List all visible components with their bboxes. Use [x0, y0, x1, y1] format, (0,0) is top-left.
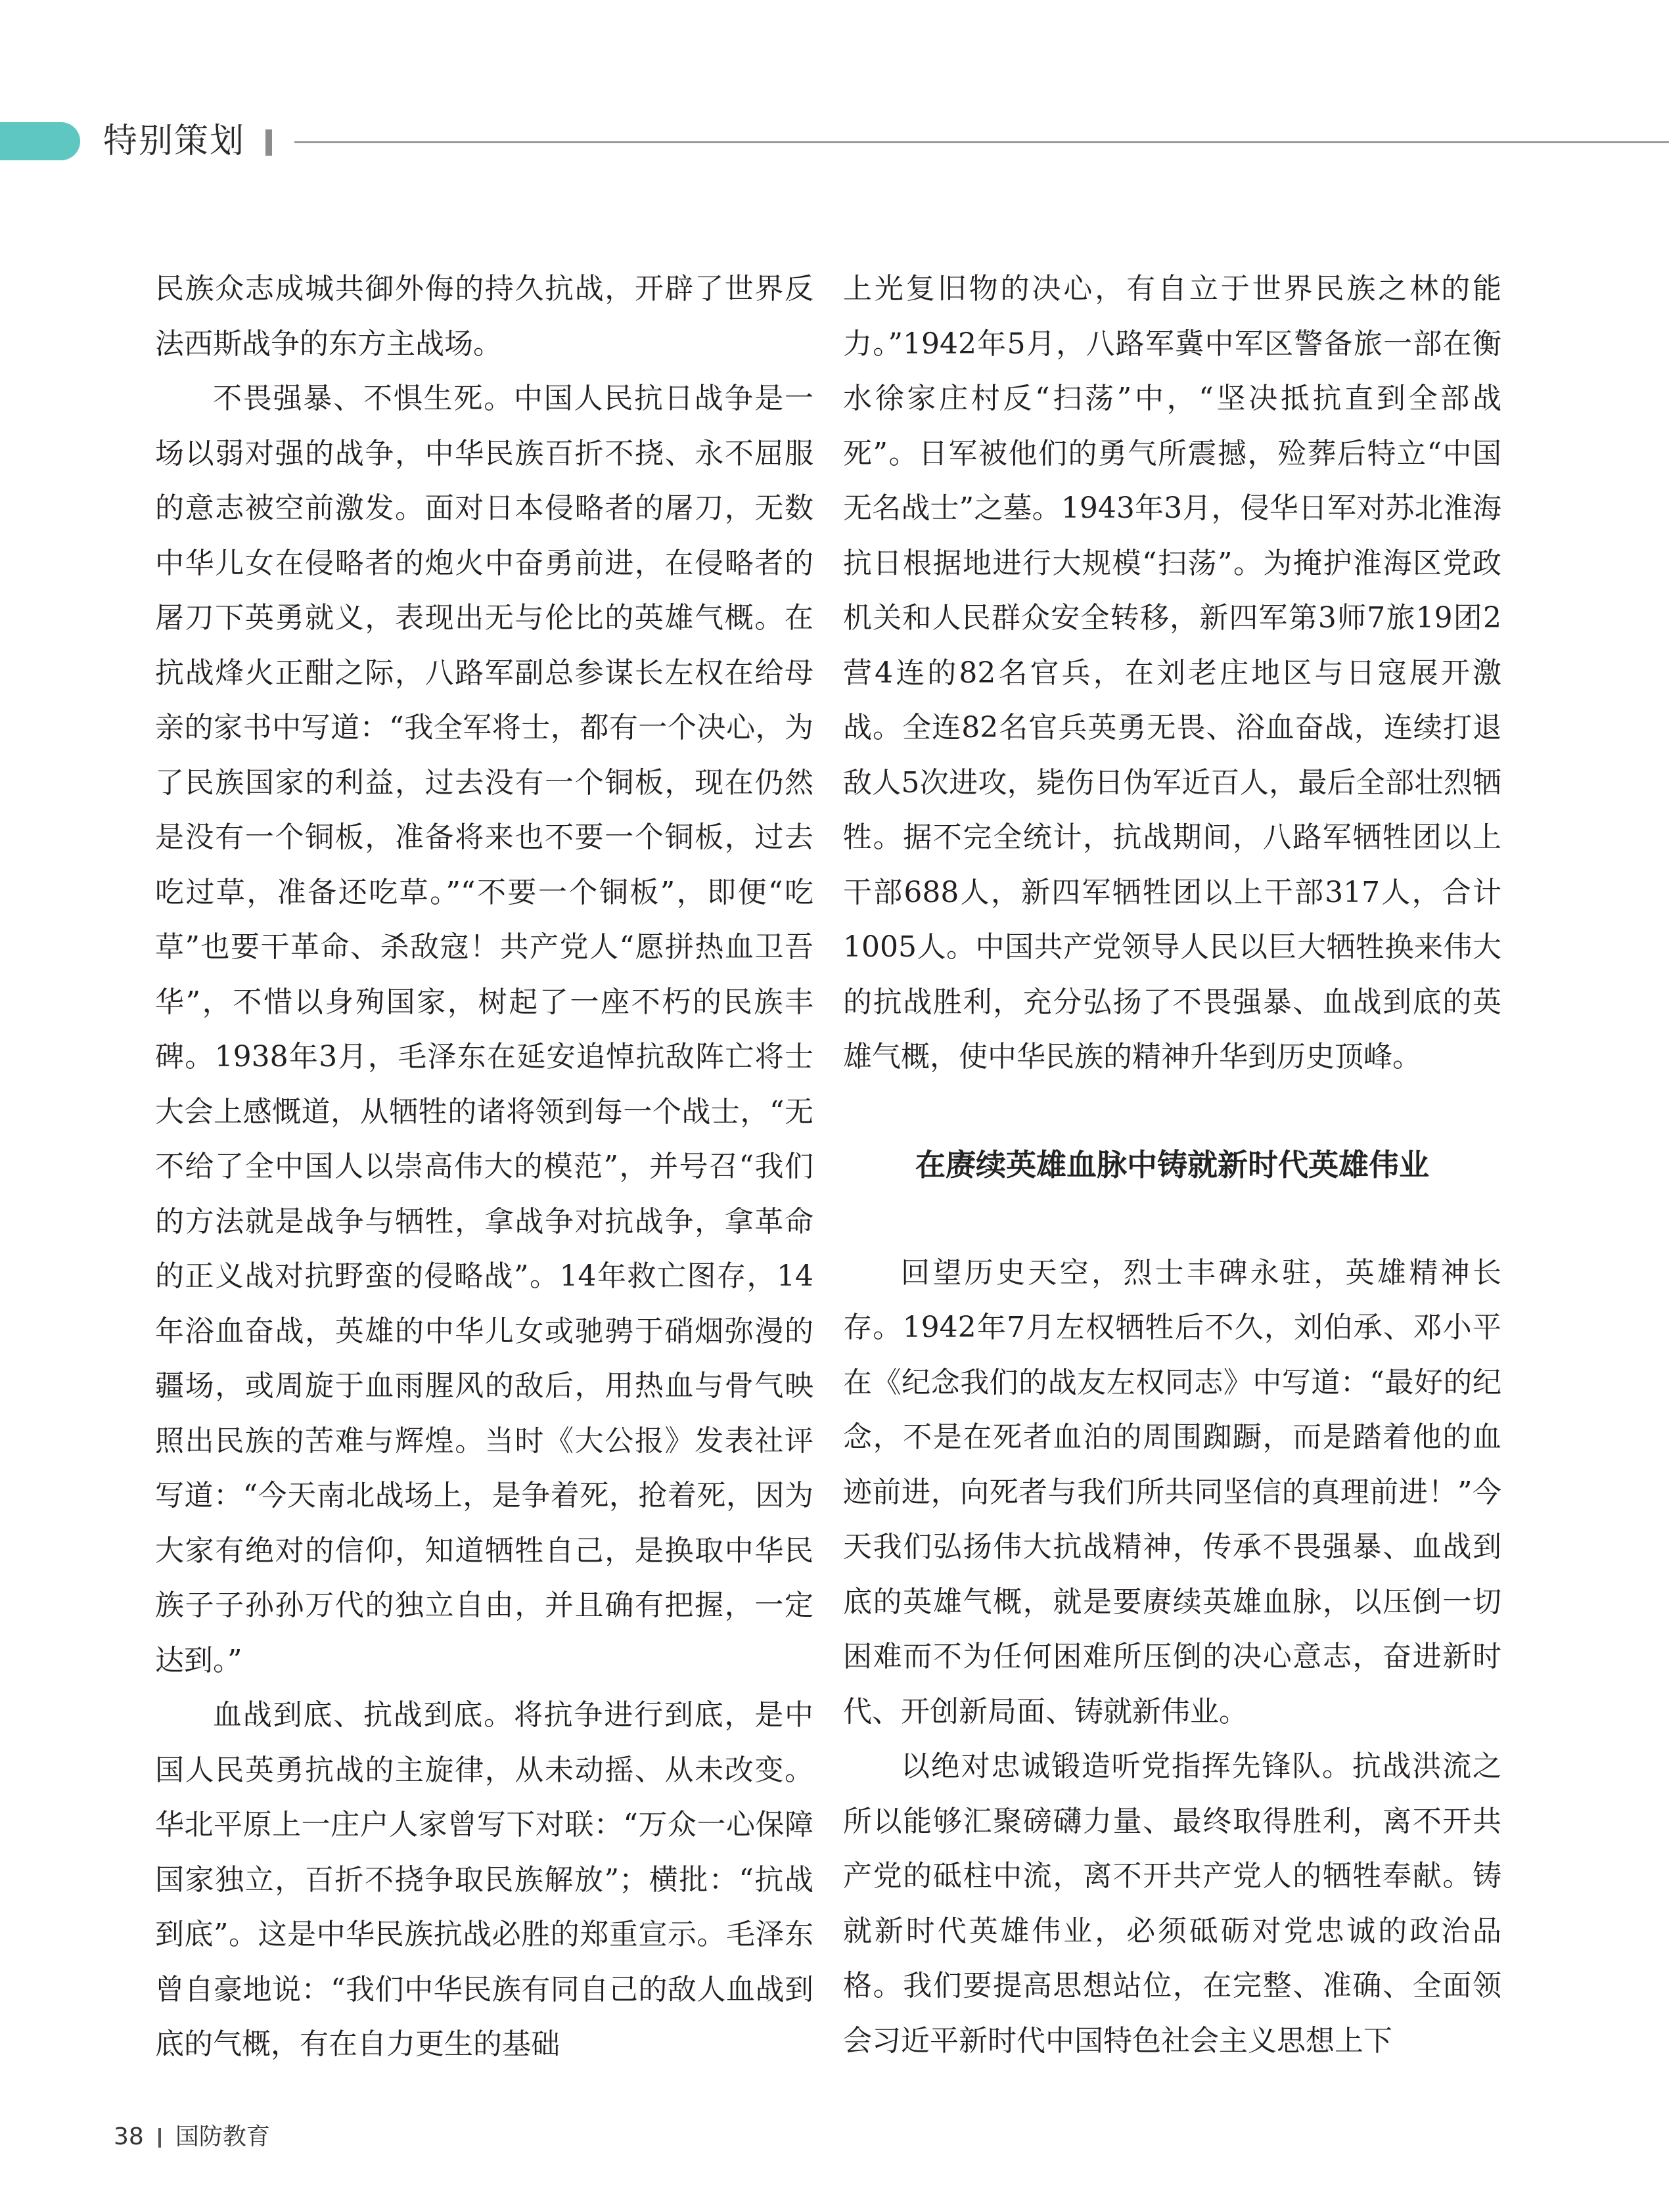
publication-name: 国防教育: [175, 2123, 270, 2150]
section-tab-marker: [0, 122, 80, 160]
paragraph-fearless: 不畏强暴、不惧生死。中国人民抗日战争是一场以弱对强的战争，中华民族百折不挠、永不屈服的意志被空前激发。面对日本侵略者的屠刀，无数中华儿女在侵略者的炮火中奋勇前进，在侵略者的屠刀下英勇就义，表现出无与伦比的英雄气概。在抗战烽火正酣之际，八路军副总参谋长左权在给母亲的家书中写道：“我全军将士，都有一个决心，为了民族国家的利益，过去没有一个铜板，现在仍然是没有一个铜板，准备将来也不要一个铜板，过去吃过草，准备还吃草。”“不要一个铜板”，即便“吃草”也要干革命、杀敌寇！共产党人“愿拼热血卫吾华”，不惜以身殉国家，树起了一座不朽的民族丰碑。1938年3月，毛泽东在延安追悼抗敌阵亡将士大会上感慨道，从牺牲的诸将领到每一个战士，“无不给了全中国人以崇高伟大的模范”，并号召“我们的方法就是战争与牺牲，拿战争对抗战争，拿革命的正义战对抗野蛮的侵略战”。14年救亡图存，14年浴血奋战，英雄的中华儿女或驰骋于硝烟弥漫的疆场，或周旋于血雨腥风的敌后，用热血与骨气映照出民族的苦难与辉煌。当时《大公报》发表社评写道：“今天南北战场上，是争着死，抢着死，因为大家有绝对的信仰，知道牺牲自己，是换取中华民族子子孙孙万代的独立自由，并且确有把握，一定达到。”: [155, 382, 813, 1677]
paragraph-loyalty: 以绝对忠诚锻造听党指挥先锋队。抗战洪流之所以能够汇聚磅礴力量、最终取得胜利，离不开共产党的砥柱中流，离不开共产党人的牺牲奉献。铸就新时代英雄伟业，必须砥砺对党忠诚的政治品格。我们要提高思想站位，在完整、准确、全面领会习近平新时代中国特色社会主义思想上下: [843, 1749, 1501, 2058]
paragraph-continued-right: 上光复旧物的决心，有自立于世界民族之林的能力。”1942年5月，八路军冀中军区警备旅一部在衡水徐家庄村反“扫荡”中，“坚决抵抗直到全部战死”。日军被他们的勇气所震撼，殓葬后特立“中国无名战士”之墓。1943年3月，侵华日军对苏北淮海抗日根据地进行大规模“扫荡”。为掩护淮海区党政机关和人民群众安全转移，新四军第3师7旅19团2营4连的82名官兵，在刘老庄地区与日寇展开激战。全连82名官兵英勇无畏、浴血奋战，连续打退敌人5次进攻，毙伤日伪军近百人，最后全部壮烈牺牲。据不完全统计，抗战期间，八路军牺牲团以上干部688人，新四军牺牲团以上干部317人，合计1005人。中国共产党领导人民以巨大牺牲换来伟大的抗战胜利，充分弘扬了不畏强暴、血战到底的英雄气概，使中华民族的精神升华到历史顶峰。: [843, 272, 1501, 1073]
page-footer: [114, 2121, 270, 2154]
paragraph-fight-to-end: 血战到底、抗战到底。将抗争进行到底，是中国人民英勇抗战的主旋律，从未动摇、从未改变。华北平原上一庄户人家曾写下对联：“万众一心保障国家独立，百折不挠争取民族解放”；横批：“抗战到底”。这是中华民族抗战必胜的郑重宣示。毛泽东曾自豪地说：“我们中华民族有同自己的敌人血战到底的气概，有在自力更生的基础: [155, 1698, 813, 2061]
section-title: 特别策划: [103, 122, 246, 161]
section-title-divider: [265, 129, 272, 156]
left-column: [155, 261, 813, 2072]
paragraph-continued: 民族众志成城共御外侮的持久抗战，开辟了世界反法西斯战争的东方主战场。: [155, 272, 813, 361]
section-heading: 在赓续英雄血脉中铸就新时代英雄伟业: [915, 1146, 1429, 1183]
footer-divider: [158, 2128, 161, 2148]
right-column: [843, 261, 1501, 2068]
page-number: 38: [114, 2123, 144, 2150]
header-rule: [294, 141, 1669, 143]
paragraph-history: 回望历史天空，烈士丰碑永驻，英雄精神长存。1942年7月左权牺牲后不久，刘伯承、邓小平在《纪念我们的战友左权同志》中写道：“最好的纪念，不是在死者血泊的周围踟蹰，而是踏着他的血迹前进，向死者与我们所共同坚信的真理前进！”今天我们弘扬伟大抗战精神，传承不畏强暴、血战到底的英雄气概，就是要赓续英雄血脉，以压倒一切困难而不为任何困难所压倒的决心意志，奋进新时代、开创新局面、铸就新伟业。: [843, 1255, 1501, 1728]
